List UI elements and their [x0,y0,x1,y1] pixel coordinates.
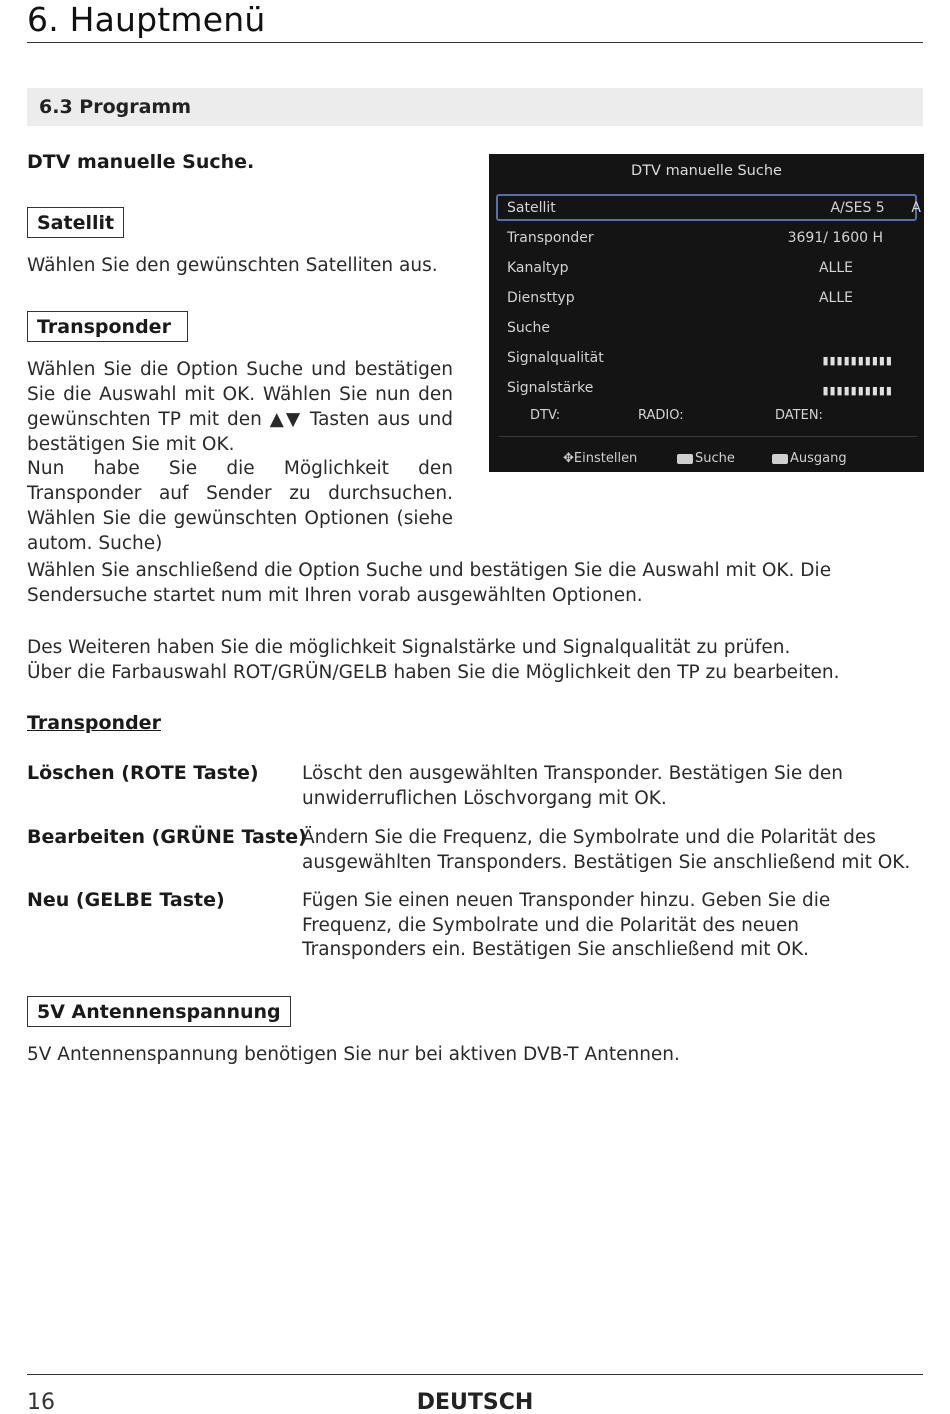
tv-row-diensttyp [507,290,907,312]
tv-row-transponder [507,230,907,252]
satellit-label: Satellit [27,207,124,238]
tv-foot-label: Suche [695,451,735,466]
tv-row-label: Diensttyp [507,290,575,306]
tv-row-value: ALLE [818,260,853,276]
tv-foot-ausgang [772,451,847,466]
tv-row-value: ALLE [818,290,853,306]
arrows-icon: ✥ [563,451,574,466]
antenna-label: 5V Antennenspannung [27,996,291,1027]
body-para-2-line-2: Über die Farbauswahl ROT/GRÜN/GELB haben Sie die Möglichkeit den TP zu bearbeiten. [27,662,840,683]
transponder-label: Transponder [27,311,188,342]
tv-title: DTV manuelle Suche [631,163,782,179]
tv-row-value: A/SES 5 A [830,200,921,216]
tv-row-label: Satellit [507,200,556,216]
transponder-section-title: Transponder [27,712,161,734]
tv-row-label: Signalstärke [507,380,594,396]
tv-row-signalstaerke [507,380,907,402]
body-para-2-line-1: Des Weiteren haben Sie die möglichkeit Signalstärke und Signalqualität zu prüfen. [27,637,791,658]
tv-screen-image [489,154,924,472]
subheading: DTV manuelle Suche. [27,151,255,173]
tv-row-value: 3691/ 1600 H [787,230,883,246]
tv-foot-einstellen [563,451,637,466]
tv-info-daten: DATEN: [775,408,823,423]
tv-row-label: Signalqualität [507,350,604,366]
tv-foot-suche [677,451,735,466]
term-neu: Neu (GELBE Taste) [27,889,225,911]
ok-key-icon [677,454,693,464]
signal-strength-bar: ▮▮▮▮▮▮▮▮▮▮ [822,384,893,397]
tv-row-label: Transponder [507,230,594,246]
tv-divider [499,436,917,437]
desc-bearbeiten: Ändern Sie die Frequenz, die Symbolrate und die Polarität des ausgewählten Transponders. Bestätigen Sie anschließend mit OK. [302,827,911,873]
tv-foot-label: Ausgang [790,451,847,466]
tv-info-radio: RADIO: [638,408,684,423]
signal-quality-bar: ▮▮▮▮▮▮▮▮▮▮ [822,354,893,367]
tv-row-suche [507,320,907,342]
satellit-text: Wählen Sie den gewünschten Satelliten aus. [27,255,438,276]
tv-row-label: Kanaltyp [507,260,569,276]
tv-row-kanaltyp [507,260,907,282]
term-bearbeiten: Bearbeiten (GRÜNE Taste) [27,826,307,848]
term-loeschen: Löschen (ROTE Taste) [27,762,259,784]
antenna-text: 5V Antennenspannung benötigen Sie nur bei aktiven DVB-T Antennen. [27,1044,680,1065]
header-divider [27,42,923,43]
tv-row-label: Suche [507,320,550,336]
transponder-text-1: Wählen Sie die Option Suche und bestätigen Sie die Auswahl mit OK. Wählen Sie nun den gewünschten TP mit den ▲▼ Tasten aus und bestätigen Sie mit OK. [27,359,453,455]
footer-language: DEUTSCH [416,1390,534,1414]
section-header [27,88,923,126]
tv-row-signalqualitaet [507,350,907,372]
page-title: 6. Hauptmenü [27,0,266,39]
desc-neu: Fügen Sie einen neuen Transponder hinzu. Geben Sie die Frequenz, die Symbolrate und die Polarität des neuen Transponders ein. Bestätigen Sie anschließend mit OK. [302,890,831,960]
tv-info-dtv: DTV: [530,408,561,423]
body-para-1: Wählen Sie anschließend die Option Suche und bestätigen Sie die Auswahl mit OK. Die Sendersuche startet num mit Ihren vorab ausgewählten Optionen. [27,560,832,606]
tv-row-satellit [507,200,921,222]
desc-loeschen: Löscht den ausgewählten Transponder. Bestätigen Sie den unwiderruflichen Löschvorgang mit OK. [302,763,843,809]
page-number: 16 [27,1390,55,1414]
section-title: 6.3 Programm [39,96,192,118]
exit-key-icon [772,454,788,464]
footer-divider [27,1374,923,1375]
transponder-text-2: Nun habe Sie die Möglichkeit den Transponder auf Sender zu durchsuchen. Wählen Sie die gewünschten Optionen (siehe autom. Suche) [27,458,453,554]
tv-foot-label: Einstellen [573,451,638,466]
